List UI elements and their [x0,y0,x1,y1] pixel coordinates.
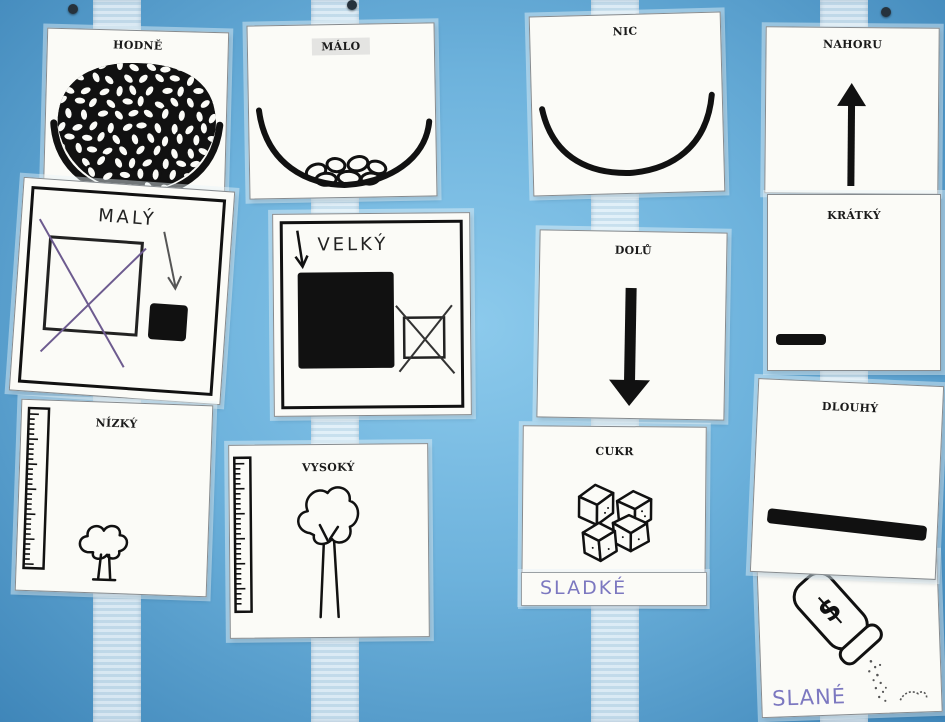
bean [199,121,209,135]
pin [347,0,357,10]
bean [49,104,61,119]
bean [161,86,175,96]
small-square-filled [148,303,188,342]
full-bowl-illustration [44,29,228,202]
bean [73,96,87,106]
bean [177,109,187,123]
bean [193,61,204,75]
pin [68,4,78,14]
card-dolu [536,229,727,420]
bean [79,108,89,122]
bean [136,167,145,180]
sladke-label-strip [521,572,707,606]
card-title: KRÁTKÝ [827,209,881,222]
bean [135,121,149,130]
bean [192,133,201,147]
arrow-head [609,380,650,407]
arrow-shaft [624,288,637,386]
tall-tree-icon [298,487,359,617]
bean [215,74,231,88]
bean [54,167,69,179]
bean [47,81,62,96]
sladke-label: SLADKÉ [540,577,628,599]
tree-crown [298,487,358,544]
bean [63,132,77,142]
card-title: DOLŮ [614,243,652,258]
big-square-filled [298,272,395,369]
card-velky [272,212,472,417]
tree-crown [79,525,127,560]
card-title-handwritten: MALÝ [97,205,158,231]
card-title: NAHORU [822,37,883,52]
small-square-illustration [10,178,234,404]
card-title: CUKR [595,444,634,459]
beans-pile [44,29,234,202]
bowl-icon [542,95,714,175]
card-nic [529,12,726,197]
cross-mark [41,242,146,359]
sugar-cube [613,515,649,551]
arrow-shaft [847,102,855,186]
card-title-text: MÁLO [312,38,370,56]
pin [881,7,891,17]
card-title: DLOUHÝ [821,399,879,416]
card-title: NIC [612,24,638,39]
card-hodne [43,28,229,203]
beans-group [44,56,233,198]
big-square-illustration [273,213,471,416]
card-nahoru [764,26,939,195]
card-malo [246,22,437,199]
long-bar [767,508,928,541]
card-nizky [15,399,214,598]
arrow-head [837,83,866,106]
bean [115,58,124,71]
bean [121,96,135,106]
bean [45,152,59,168]
card-title: VYSOKÝ [301,460,355,475]
card-title-handwritten: VELKÝ [317,233,389,256]
bean [211,171,226,183]
bean [57,69,72,84]
card-title: NÍZKÝ [95,416,138,431]
bean [85,144,99,154]
small-tree-icon [79,525,128,581]
bean [66,58,75,71]
tree-trunk [320,539,339,617]
bean [175,63,189,73]
bean [203,73,214,87]
empty-bowl-illustration [530,13,725,196]
arrow-down-icon [537,230,726,419]
salt-grains [868,659,888,702]
bean [151,168,161,182]
bean [71,70,87,84]
bean [48,59,63,72]
sugar-cube [583,523,617,561]
bean [326,157,346,173]
arrow-up-icon [765,27,938,193]
bean [161,157,171,171]
card-kratky [767,194,941,371]
salt-shaker-icon [786,565,885,667]
bean [208,61,224,75]
sugar-cube [579,485,613,525]
short-bar [776,334,826,345]
bean [168,73,182,84]
bean [214,99,227,108]
bean [135,94,145,108]
bean [192,87,205,96]
card-title [248,36,434,56]
bean [175,132,184,145]
bean [118,170,132,181]
slane-label: SLANÉ [771,684,847,711]
card-title: HODNĚ [112,38,163,53]
salt-pile [900,691,927,700]
card-maly [9,177,235,405]
card-vysoky [228,443,430,639]
card-dlouhy [750,378,944,580]
bean [80,133,94,143]
